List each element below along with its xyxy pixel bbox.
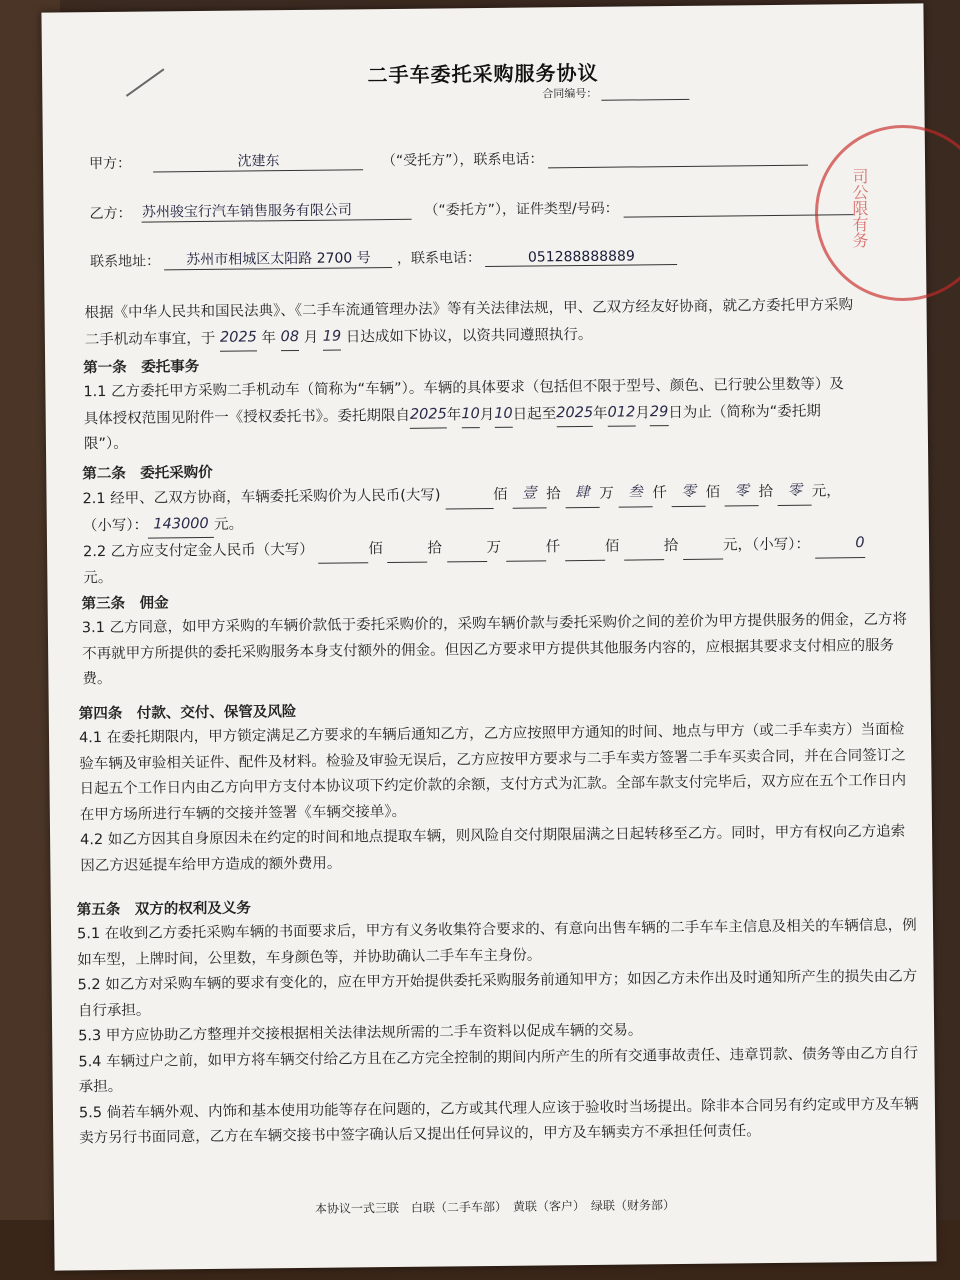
end-day: 29	[650, 400, 669, 427]
article-2-2: 2.2 乙方应支付定金人民币（大写） 佰 拾 万 仟 佰 拾 元，（小写）： 0	[83, 531, 913, 566]
contract-number-label: 合同编号：	[542, 86, 598, 101]
article-1-1c: 限”）。	[83, 435, 128, 453]
address-phone-label: ，联系电话：	[396, 250, 482, 267]
start-day: 10	[494, 401, 513, 428]
article-5-4: 5.4 车辆过户之前，如甲方将车辆交付给乙方且在乙方完全控制的期间内所产生的所有交通事故责任、违章罚款、债务等由乙方自行承担。	[78, 1045, 919, 1096]
party-b-label: 乙方：	[89, 205, 132, 223]
article-1-title: 第一条 委托事务	[83, 359, 200, 377]
deposit-small: 0	[814, 531, 864, 558]
intro-day: 19	[323, 324, 342, 351]
intro-year: 2025	[220, 324, 257, 351]
footer-note: 本协议一式三联 白联（二手车部） 黄联（客户） 绿联（财务部）	[314, 1198, 676, 1216]
digit-yuan: 零	[778, 479, 812, 506]
article-3	[82, 584, 913, 693]
party-a-row	[89, 145, 808, 174]
article-4-2: 4.2 如乙方因其自身原因未在约定的时间和地点提取车辆，则风险自交付期限届满之日起转移至乙方。同时，甲方有权向乙方追索因乙方迟延提车给甲方造成的额外费用。	[80, 823, 906, 874]
article-2-1-small: （小写）： 143000 元。	[83, 504, 913, 539]
company-seal-text: 司公限有务	[850, 168, 869, 248]
address-row	[90, 244, 678, 271]
contract-number-blank	[601, 87, 689, 101]
end-year: 2025	[556, 400, 593, 427]
contract-number	[542, 84, 689, 102]
article-4-title: 第四条 付款、交付、保管及风险	[78, 704, 297, 723]
article-3-1: 3.1 乙方同意，如甲方采购的车辆价款低于委托采购价的，采购车辆价款与委托采购价之间的差价为甲方提供服务的佣金，乙方将不再就甲方所提供的委托采购服务本身支付额外的佣金。但因乙方要求甲方提供其他服务内容的，应根据其要求支付相应的服务费。	[81, 611, 908, 688]
price-small: 143000	[148, 511, 214, 538]
contract-paper	[41, 3, 936, 1270]
article-5-5: 5.5 倘若车辆外观、内饰和基本使用功能等存在问题的，乙方或其代理人应该于验收时当场提出。除非本合同另有约定或甲方及车辆卖方另行书面同意，乙方在车辆交接书中签字确认后又提出任何异议的，甲方及车辆卖方不承担任何责任。	[78, 1096, 919, 1147]
article-5-title: 第五条 双方的权利及义务	[76, 900, 251, 919]
address-phone: 051288888889	[485, 248, 677, 267]
digit-shi: 零	[725, 479, 759, 506]
article-5-2: 5.2 如乙方对采购车辆的要求有变化的，应在甲方开始提供委托采购服务前通知甲方；如因乙方未作出及时通知所产生的损失由乙方自行承担。	[77, 968, 918, 1019]
address-value: 苏州市相城区太阳路 2700 号	[164, 247, 392, 270]
party-a-name: 沈建东	[153, 149, 363, 172]
digit-shi-wan: 壹	[512, 481, 546, 508]
digit-qian: 叁	[618, 480, 652, 507]
article-3-title: 第三条 佣金	[81, 595, 169, 613]
party-b-role: （“委托方”），证件类型/号码：	[424, 200, 619, 219]
article-5-1: 5.1 在收到乙方委托采购车辆的书面要求后，甲方有义务收集符合要求的、有意向出售车辆的二手车车主信息及相关的车辆信息，例如车型，上牌时间，公里数，车身颜色等，并协助确认二手车车主身份。	[77, 917, 917, 968]
start-month: 10	[461, 402, 480, 429]
article-5-3: 5.3 甲方应协助乙方整理并交接根据相关法律法规所需的二手车资料以促成车辆的交易。	[78, 1022, 643, 1045]
document-title: 二手车委托采购服务协议	[367, 60, 599, 88]
address-label: 联系地址：	[89, 253, 161, 271]
digit-wan: 肆	[565, 481, 599, 508]
article-1-1a: 1.1 乙方委托甲方采购二手机动车（简称为“车辆”）。车辆的具体要求（包括但不限于型号、颜色、已行驶公里数等）及	[83, 376, 844, 401]
start-year: 2025	[410, 402, 447, 429]
intro	[84, 292, 915, 354]
article-2	[82, 454, 913, 592]
intro-line-2: 二手机动车事宜，于 2025 年 08 月 19 日达成如下协议，以资共同遵照执行。	[85, 318, 915, 354]
article-2-title: 第二条 委托采购价	[82, 464, 213, 483]
article-2-1: 2.1 经甲、乙双方协商，车辆委托采购价为人民币(大写) 佰 壹 拾 肆 万 叁 仟 零 佰 零 拾 零 元，	[82, 478, 912, 513]
article-4	[79, 694, 919, 880]
intro-month: 08	[280, 324, 299, 351]
party-b-name: 苏州骏宝行汽车销售服务有限公司	[142, 199, 412, 223]
party-b-row	[89, 194, 853, 223]
article-5	[77, 889, 926, 1151]
digit-bai: 零	[671, 480, 705, 507]
intro-line-1: 根据《中华人民共和国民法典》、《二手车流通管理办法》等有关法律法规，甲、乙双方经友好协商，就乙方委托甲方采购	[84, 297, 854, 322]
party-a-phone-blank	[548, 151, 808, 169]
article-2-2-end: 元。	[83, 569, 113, 586]
party-a-label: 甲方：	[88, 155, 132, 173]
article-1-1b: 具体授权范围见附件一《授权委托书》。委托期限自2025年10月10日起至2025年012月29日为止（简称为“委托期	[84, 397, 914, 432]
article-4-1: 4.1 在委托期限内，甲方锁定满足乙方要求的车辆后通知乙方，乙方应按照甲方通知的时间、地点与甲方（或二手车卖方）当面检验车辆及审验相关证件、配件及材料。检验及审验无误后，乙方应按甲方要求与二手车卖方签署二手车买卖合同，并在合同签订之日起五个工作日内由乙方向甲方支付本协议项下约定价款的余额，支付方式为汇款。全部车款支付完毕后，双方应在五个工作日内在甲方场所进行车辆的交接并签署《车辆交接单》。	[78, 721, 907, 823]
end-month: 012	[607, 400, 635, 427]
party-a-role: （“受托方”），联系电话：	[381, 151, 544, 170]
article-1	[83, 348, 914, 458]
